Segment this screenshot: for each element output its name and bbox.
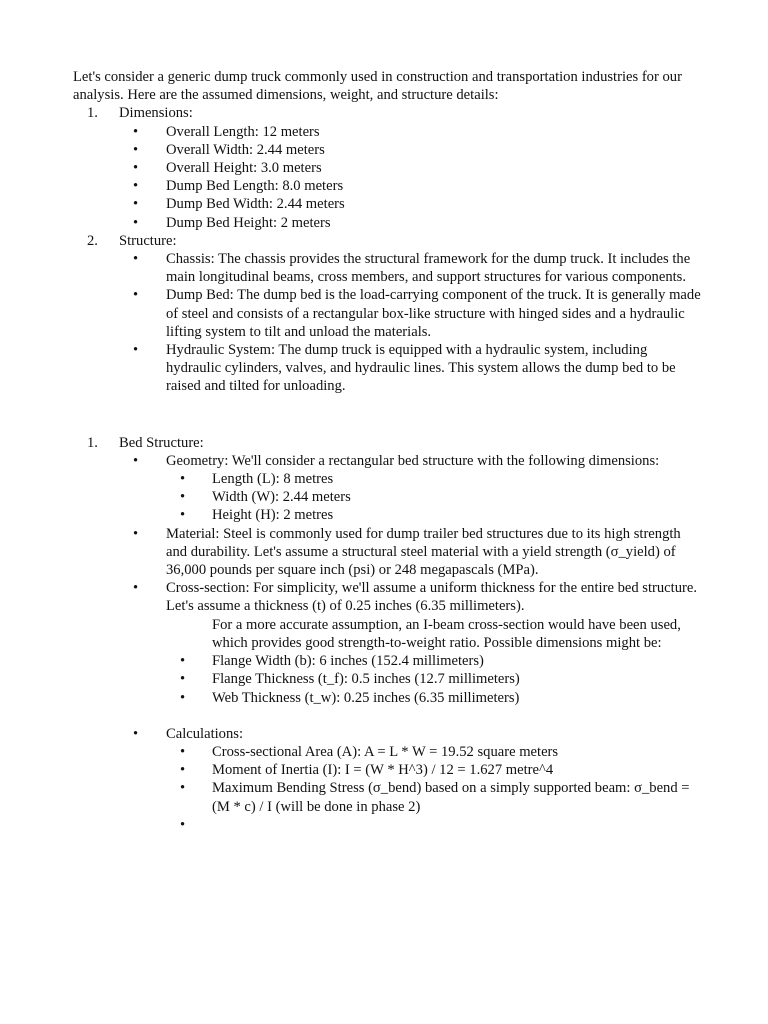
section-structure-heading — [73, 232, 705, 250]
list-item-text: Flange Thickness (t_f): 0.5 inches (12.7 millimeters) — [212, 671, 520, 688]
bullet-icon: • — [180, 489, 186, 506]
list-number: 1. — [87, 105, 98, 122]
bullet-icon: • — [133, 214, 139, 231]
list-item-text: Length (L): 8 metres — [212, 471, 334, 488]
list-item — [73, 761, 705, 779]
list-item — [73, 689, 705, 707]
list-item-text: Dump Bed Width: 2.44 meters — [166, 196, 345, 213]
list-item — [73, 286, 705, 341]
bullet-icon: • — [133, 251, 139, 268]
list-item-text: Flange Width (b): 6 inches (152.4 millimeters) — [212, 653, 484, 670]
list-item-text: Overall Width: 2.44 meters — [166, 141, 325, 158]
cross-section-note — [73, 616, 705, 652]
section-dimensions-heading — [73, 104, 705, 122]
calculations-item — [73, 725, 705, 743]
bullet-icon: • — [133, 123, 139, 140]
list-item — [73, 141, 705, 159]
list-item-text: Height (H): 2 metres — [212, 507, 334, 524]
bullet-icon: • — [133, 580, 139, 597]
list-item-text: Overall Length: 12 meters — [166, 123, 320, 140]
bullet-icon: • — [180, 471, 186, 488]
list-item-text: Width (W): 2.44 meters — [212, 489, 351, 506]
bullet-icon: • — [133, 342, 139, 359]
list-item — [73, 488, 705, 506]
list-item-text: Dump Bed Height: 2 meters — [166, 214, 331, 231]
geometry-item — [73, 452, 705, 470]
document-page — [73, 68, 705, 834]
bullet-icon: • — [133, 525, 139, 542]
list-item — [73, 506, 705, 524]
list-item — [73, 250, 705, 286]
section-title: Bed Structure: — [119, 434, 204, 451]
bullet-icon: • — [180, 816, 186, 833]
list-item — [73, 470, 705, 488]
bullet-icon: • — [180, 671, 186, 688]
list-item-text: Hydraulic System: The dump truck is equipped with a hydraulic system, including hydraulic cylinders, valves, and hydraulic lines. This system allows the dump bed to be raised and tilted for unloading. — [166, 342, 676, 395]
section-bed-structure-heading — [73, 434, 705, 452]
spacer — [73, 707, 705, 725]
list-item-text: Maximum Bending Stress (σ_bend) based on a simply supported beam: σ_bend = (M * c) / I (will be done in phase 2) — [212, 780, 690, 815]
list-number: 1. — [87, 434, 98, 451]
list-item-text — [212, 817, 216, 833]
spacer — [73, 396, 705, 434]
list-item — [73, 670, 705, 688]
section-title: Structure: — [119, 232, 177, 249]
intro-paragraph: Let's consider a generic dump truck commonly used in construction and transportation industries for our analysis. Here are the assumed dimensions, weight, and structure details: — [73, 69, 682, 104]
list-item — [73, 195, 705, 213]
bullet-icon: • — [133, 178, 139, 195]
note-text: For a more accurate assumption, an I-beam cross-section would have been used, which provides good strength-to-weight ratio. Possible dimensions might be: — [212, 616, 681, 651]
list-item — [73, 341, 705, 396]
list-item — [73, 743, 705, 761]
section-title: Dimensions: — [119, 105, 193, 122]
list-item — [73, 652, 705, 670]
list-item — [73, 159, 705, 177]
bullet-icon: • — [180, 507, 186, 524]
list-item-text: Chassis: The chassis provides the structural framework for the dump truck. It includes the main longitudinal beams, cross members, and support structures for various components. — [166, 251, 691, 286]
cross-section-item — [73, 579, 705, 615]
list-item-text: Cross-sectional Area (A): A = L * W = 19.52 square meters — [212, 743, 559, 760]
bullet-icon: • — [180, 653, 186, 670]
list-item — [73, 779, 705, 815]
bullet-icon: • — [133, 160, 139, 177]
list-item — [73, 177, 705, 195]
list-number: 2. — [87, 232, 98, 249]
list-item-text: Overall Height: 3.0 meters — [166, 160, 322, 177]
list-item-text: Dump Bed: The dump bed is the load-carrying component of the truck. It is generally made of steel and consists of a rectangular box-like structure with hinged sides and a hydraulic lifting system to tilt and unload the materials. — [166, 287, 701, 340]
bullet-icon: • — [133, 452, 139, 469]
bullet-icon: • — [180, 762, 186, 779]
bullet-icon: • — [133, 287, 139, 304]
bullet-icon: • — [133, 141, 139, 158]
list-item-text: Cross-section: For simplicity, we'll assume a uniform thickness for the entire bed structure. Let's assume a thickness (t) of 0.25 inches (6.35 millimeters). — [166, 580, 697, 615]
bullet-icon: • — [180, 743, 186, 760]
bullet-icon: • — [180, 689, 186, 706]
list-item — [73, 214, 705, 232]
list-item-text: Moment of Inertia (I): I = (W * H^3) / 12 = 1.627 metre^4 — [212, 762, 554, 779]
list-item-text: Geometry: We'll consider a rectangular bed structure with the following dimensions: — [166, 452, 660, 469]
bullet-icon: • — [180, 780, 186, 797]
list-item-text: Calculations: — [166, 725, 244, 742]
bullet-icon: • — [133, 725, 139, 742]
list-item-text: Web Thickness (t_w): 0.25 inches (6.35 millimeters) — [212, 689, 520, 706]
empty-list-item — [73, 816, 705, 834]
material-item — [73, 525, 705, 580]
list-item — [73, 123, 705, 141]
bullet-icon: • — [133, 196, 139, 213]
list-item-text: Dump Bed Length: 8.0 meters — [166, 178, 344, 195]
list-item-text: Material: Steel is commonly used for dump trailer bed structures due to its high strength and durability. Let's assume a structural steel material with a yield strength (σ_yield) of 36,000 pounds per square inch (psi) or 248 megapascals (MPa). — [166, 525, 681, 579]
